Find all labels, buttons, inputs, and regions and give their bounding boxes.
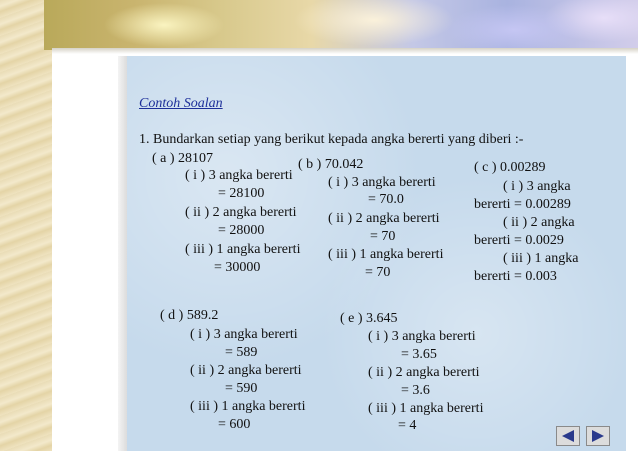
part-d-answer-3: = 600: [218, 417, 251, 432]
part-d-line-1: ( i ) 3 angka bererti: [190, 327, 298, 342]
part-a-line-2: ( ii ) 2 angka bererti: [185, 205, 297, 220]
floral-banner: [44, 0, 638, 50]
part-b-line-2: ( ii ) 2 angka bererti: [328, 211, 440, 226]
part-b-answer-2: = 70: [370, 229, 396, 244]
part-c-answer-3: bererti = 0.003: [474, 269, 557, 284]
part-c-line-2: ( ii ) 2 angka: [503, 215, 575, 230]
part-e-line-2: ( ii ) 2 angka bererti: [368, 365, 480, 380]
part-c-label: ( c ) 0.00289: [474, 160, 546, 175]
part-e-answer-2: = 3.6: [401, 383, 430, 398]
part-e-line-1: ( i ) 3 angka bererti: [368, 329, 476, 344]
next-slide-button[interactable]: [586, 426, 610, 446]
part-c-answer-1: bererti = 0.00289: [474, 197, 571, 212]
part-b-answer-1: = 70.0: [368, 192, 404, 207]
part-c-line-1: ( i ) 3 angka: [503, 179, 571, 194]
part-e-label: ( e ) 3.645: [340, 311, 398, 326]
part-d-line-2: ( ii ) 2 angka bererti: [190, 363, 302, 378]
question-text: 1. Bundarkan setiap yang berikut kepada angka bererti yang diberi :-: [139, 132, 524, 147]
part-b-line-1: ( i ) 3 angka bererti: [328, 175, 436, 190]
part-e-answer-1: = 3.65: [401, 347, 437, 362]
part-e-line-3: ( iii ) 1 angka bererti: [368, 401, 484, 416]
panel-edge: [118, 56, 127, 451]
part-d-answer-2: = 590: [225, 381, 258, 396]
part-d-answer-1: = 589: [225, 345, 258, 360]
part-d-label: ( d ) 589.2: [160, 308, 219, 323]
previous-slide-button[interactable]: [556, 426, 580, 446]
parchment-margin: [0, 0, 52, 451]
banner-shadow: [52, 48, 638, 54]
triangle-right-icon: [590, 429, 606, 443]
part-b-line-3: ( iii ) 1 angka bererti: [328, 247, 444, 262]
part-a-answer-2: = 28000: [218, 223, 265, 238]
part-e-answer-3: = 4: [398, 418, 417, 433]
triangle-left-icon: [560, 429, 576, 443]
part-c-answer-2: bererti = 0.0029: [474, 233, 564, 248]
part-b-answer-3: = 70: [365, 265, 391, 280]
part-d-line-3: ( iii ) 1 angka bererti: [190, 399, 306, 414]
part-a-answer-1: = 28100: [218, 186, 265, 201]
part-c-line-3: ( iii ) 1 angka: [503, 251, 579, 266]
part-a-line-3: ( iii ) 1 angka bererti: [185, 242, 301, 257]
part-a-line-1: ( i ) 3 angka bererti: [185, 168, 293, 183]
part-b-label: ( b ) 70.042: [298, 157, 364, 172]
section-heading: Contoh Soalan: [139, 96, 223, 111]
part-a-label: ( a ) 28107: [152, 151, 214, 166]
part-a-answer-3: = 30000: [214, 260, 261, 275]
